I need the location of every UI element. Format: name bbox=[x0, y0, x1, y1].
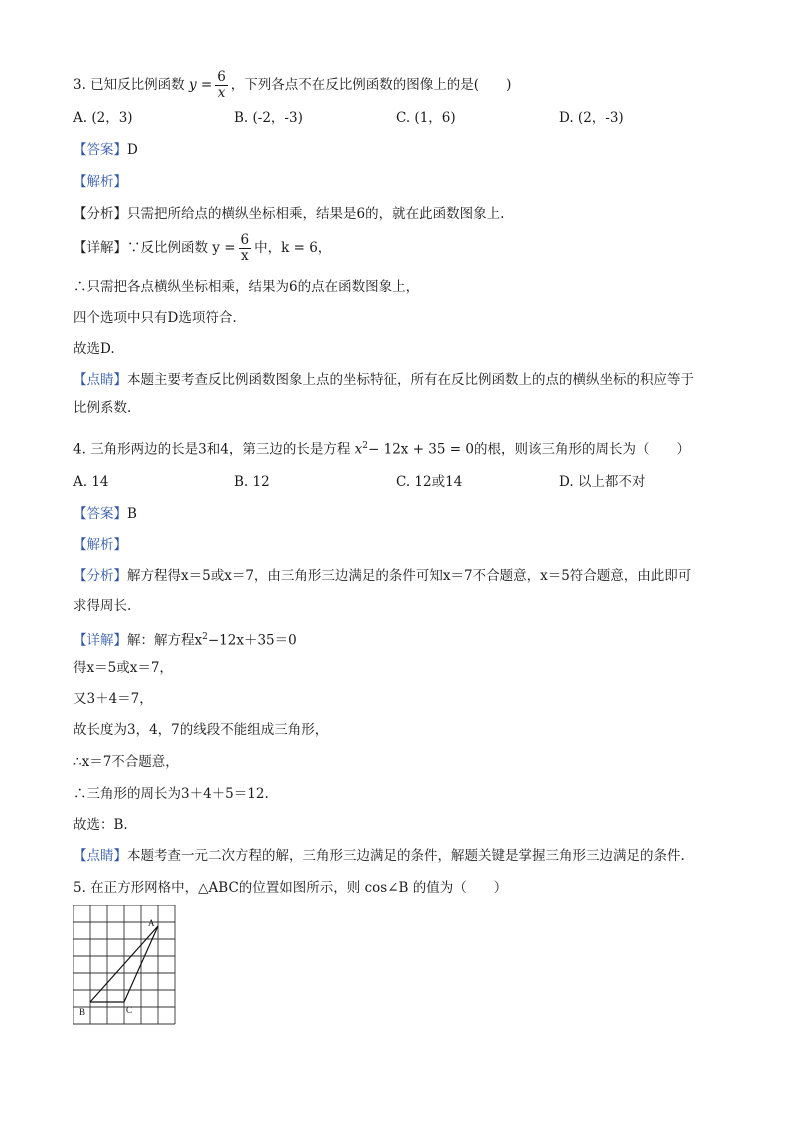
q3-analysis-heading bbox=[73, 172, 127, 192]
q4-line-6: 故选：B. bbox=[73, 817, 128, 833]
q3-dianjing-text-a: 本题主要考查反比例函数图象上点的坐标特征，所有在反比例函数上的点的横纵坐标的积应等于 bbox=[127, 372, 694, 388]
q5-label-a: A bbox=[148, 918, 155, 928]
q5-stem: 5. 在正方形网格中，△ABC的位置如图所示，则 cos∠B 的值为（ ） bbox=[73, 880, 508, 896]
q4-answer-tag: 【答案】 bbox=[73, 506, 127, 522]
q4-line-4: ∴x＝7不合题意， bbox=[73, 754, 179, 770]
q5-grid-figure bbox=[73, 905, 177, 1027]
q5-label-b: B bbox=[79, 1007, 86, 1017]
q3-line2: ∴只需把各点横纵坐标相乘，结果为6的点在函数图象上， bbox=[73, 279, 420, 295]
q4-stem bbox=[73, 436, 690, 460]
q3-xiangjie-denominator: x bbox=[241, 248, 249, 264]
q3-xiangjie-fraction bbox=[239, 233, 252, 264]
q4-stem-text-b: 的根，则该三角形的周长为（ ） bbox=[473, 441, 690, 458]
q3-fraction bbox=[215, 70, 228, 101]
q4-eq-exponent: 2 bbox=[362, 441, 369, 451]
q3-dianjing bbox=[73, 370, 694, 390]
q4-line-5: ∴三角形的周长为3＋4＋5＝12. bbox=[73, 786, 269, 802]
q4-line-3: 故长度为3，4，7的线段不能组成三角形， bbox=[73, 722, 329, 738]
q4-fenxi-cont: 求得周长. bbox=[73, 598, 132, 614]
q3-dianjing-cont: 比例系数. bbox=[73, 400, 132, 416]
q3-fenxi-tag: 【分析】 bbox=[73, 206, 127, 222]
q3-line3: 四个选项中只有D选项符合. bbox=[73, 310, 237, 326]
q4-xiangjie-text-b: −12x＋35＝0 bbox=[207, 632, 297, 649]
q4-eq-rest: − 12x + 35 = 0 bbox=[368, 441, 474, 458]
q3-dianjing-tag: 【点睛】 bbox=[73, 372, 127, 388]
q4-dianjing bbox=[73, 846, 685, 866]
q3-fenxi bbox=[73, 204, 504, 224]
q3-xiangjie-text-b: 中，k = 6， bbox=[254, 240, 332, 256]
q3-analysis-tag: 【解析】 bbox=[73, 174, 127, 190]
q4-option-a: A. 14 bbox=[73, 474, 109, 490]
q3-stem bbox=[73, 70, 511, 101]
q4-fenxi-text-a: 解方程得x＝5或x＝7，由三角形三边满足的条件可知x＝7不合题意，x＝5符合题意，由此即可 bbox=[127, 568, 692, 584]
q3-func-y: y = bbox=[188, 77, 213, 93]
q4-xiangjie bbox=[73, 627, 297, 651]
q3-stem-text-b: ，下列各点不在反比例函数的图像上的是( ) bbox=[230, 77, 512, 93]
q4-xiangjie-tag: 【详解】 bbox=[73, 632, 127, 649]
q4-option-b: B. 12 bbox=[234, 474, 270, 490]
q4-analysis-heading bbox=[73, 535, 127, 555]
q4-fenxi bbox=[73, 566, 691, 586]
q5-label-c: C bbox=[126, 1005, 133, 1015]
q3-fraction-numerator: 6 bbox=[217, 69, 226, 85]
q4-xiangjie-text-a: 解：解方程x bbox=[127, 632, 203, 649]
q4-dianjing-tag: 【点睛】 bbox=[73, 848, 127, 864]
q4-fenxi-tag: 【分析】 bbox=[73, 568, 127, 584]
q3-line4: 故选D. bbox=[73, 341, 115, 357]
q3-option-a: A. (2，3) bbox=[73, 110, 133, 126]
q3-xiangjie-tag: 【详解】 bbox=[73, 240, 127, 256]
q4-answer bbox=[73, 504, 137, 524]
q3-xiangjie-func-y: y = bbox=[212, 240, 236, 256]
q4-eq-x: x bbox=[354, 441, 363, 458]
q3-option-d: D. (2，-3) bbox=[559, 110, 624, 126]
q3-xiangjie-text-a: ∵反比例函数 bbox=[127, 240, 208, 256]
q3-fenxi-text: 只需把所给点的横纵坐标相乘，结果是6的，就在此函数图象上. bbox=[127, 206, 505, 222]
q4-option-d: D. 以上都不对 bbox=[559, 474, 646, 490]
q3-xiangjie bbox=[73, 233, 331, 264]
q3-answer-tag: 【答案】 bbox=[73, 142, 127, 158]
q3-xiangjie-numerator: 6 bbox=[240, 232, 250, 248]
q4-answer-value: B bbox=[127, 506, 137, 522]
q3-option-b: B. (-2，-3) bbox=[234, 110, 303, 126]
q4-option-c: C. 12或14 bbox=[396, 474, 463, 490]
q3-answer-value: D bbox=[127, 142, 138, 158]
q4-xiangjie-exponent: 2 bbox=[202, 632, 208, 642]
q4-line-1: 得x＝5或x＝7， bbox=[73, 660, 173, 676]
q4-line-2: 又3＋4＝7， bbox=[73, 691, 153, 707]
q3-fraction-denominator: x bbox=[217, 85, 226, 101]
q3-stem-text-a: 3. 已知反比例函数 bbox=[73, 77, 185, 93]
q4-dianjing-text: 本题考查一元二次方程的解，三角形三边满足的条件，解题关键是掌握三角形三边满足的条件. bbox=[127, 848, 685, 864]
q4-stem-text-a: 4. 三角形两边的长是3和4，第三边的长是方程 bbox=[73, 441, 351, 458]
q3-option-c: C. (1，6) bbox=[396, 110, 456, 126]
q4-analysis-tag: 【解析】 bbox=[73, 537, 127, 553]
q3-answer bbox=[73, 140, 138, 160]
